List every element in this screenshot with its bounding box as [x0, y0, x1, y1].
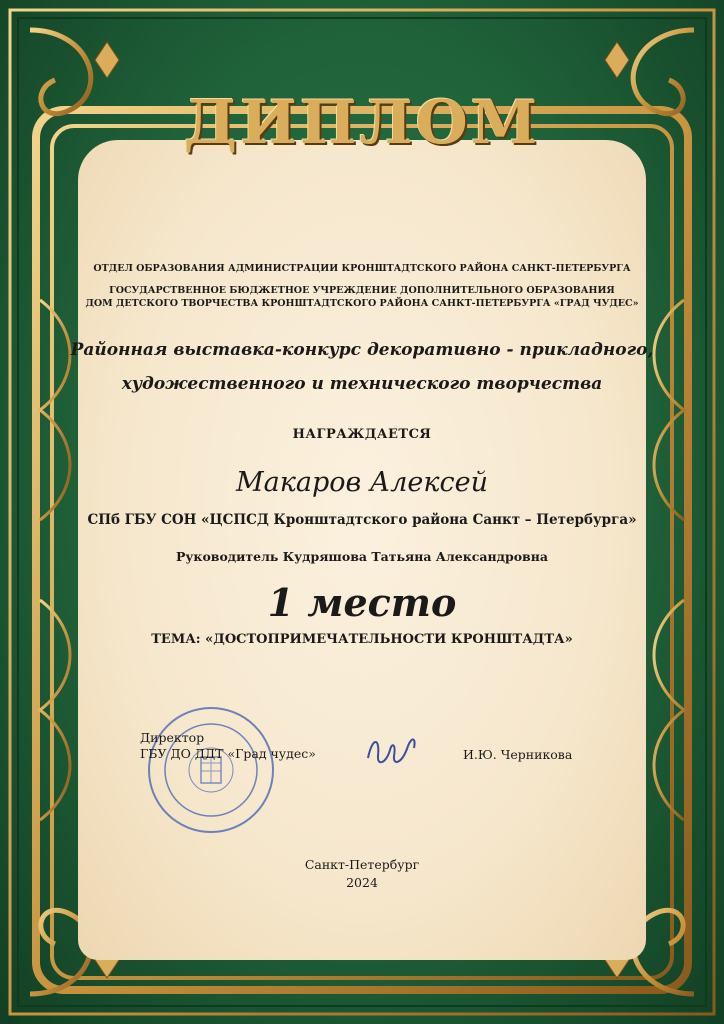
place-label: 1 место — [267, 580, 457, 625]
recipient-institution: СПб ГБУ СОН «ЦСПСД Кронштадтского района Санкт – Петербурга» — [87, 512, 637, 528]
issue-place-date — [0, 856, 724, 892]
contest-name — [0, 333, 724, 401]
director-institution: ГБУ ДО ДДТ «Град чудес» — [140, 746, 316, 761]
issue-year: 2024 — [346, 875, 378, 890]
director-position: Директор — [140, 730, 205, 745]
institution-name — [0, 284, 724, 310]
handwritten-signature — [362, 728, 422, 772]
contest-line-1: Районная выставка-конкурс декоративно - прикладного, — [70, 340, 654, 360]
director-name: И.Ю. Черникова — [463, 747, 573, 762]
official-stamp — [146, 705, 276, 835]
awarded-label: НАГРАЖДАЕТСЯ — [292, 427, 432, 442]
city-name: Санкт-Петербург — [304, 857, 420, 872]
recipient-name: Макаров Алексей — [235, 467, 489, 498]
contest-line-2: художественного и технического творчества — [121, 374, 603, 394]
supervisor-name: Руководитель Кудряшова Татьяна Александровна — [176, 549, 548, 564]
diploma-title: ДИПЛОМ — [183, 88, 541, 158]
institution-line-1: ГОСУДАРСТВЕННОЕ БЮДЖЕТНОЕ УЧРЕЖДЕНИЕ ДОПОЛНИТЕЛЬНОГО ОБРАЗОВАНИЯ — [109, 285, 615, 296]
director-title — [140, 730, 316, 762]
institution-line-2: ДОМ ДЕТСКОГО ТВОРЧЕСТВА КРОНШТАДТСКОГО РАЙОНА САНКТ-ПЕТЕРБУРГА «ГРАД ЧУДЕС» — [85, 298, 639, 309]
department-name: ОТДЕЛ ОБРАЗОВАНИЯ АДМИНИСТРАЦИИ КРОНШТАДТСКОГО РАЙОНА САНКТ-ПЕТЕРБУРГА — [93, 263, 631, 274]
theme-label: ТЕМА: «ДОСТОПРИМЕЧАТЕЛЬНОСТИ КРОНШТАДТА» — [151, 632, 573, 647]
